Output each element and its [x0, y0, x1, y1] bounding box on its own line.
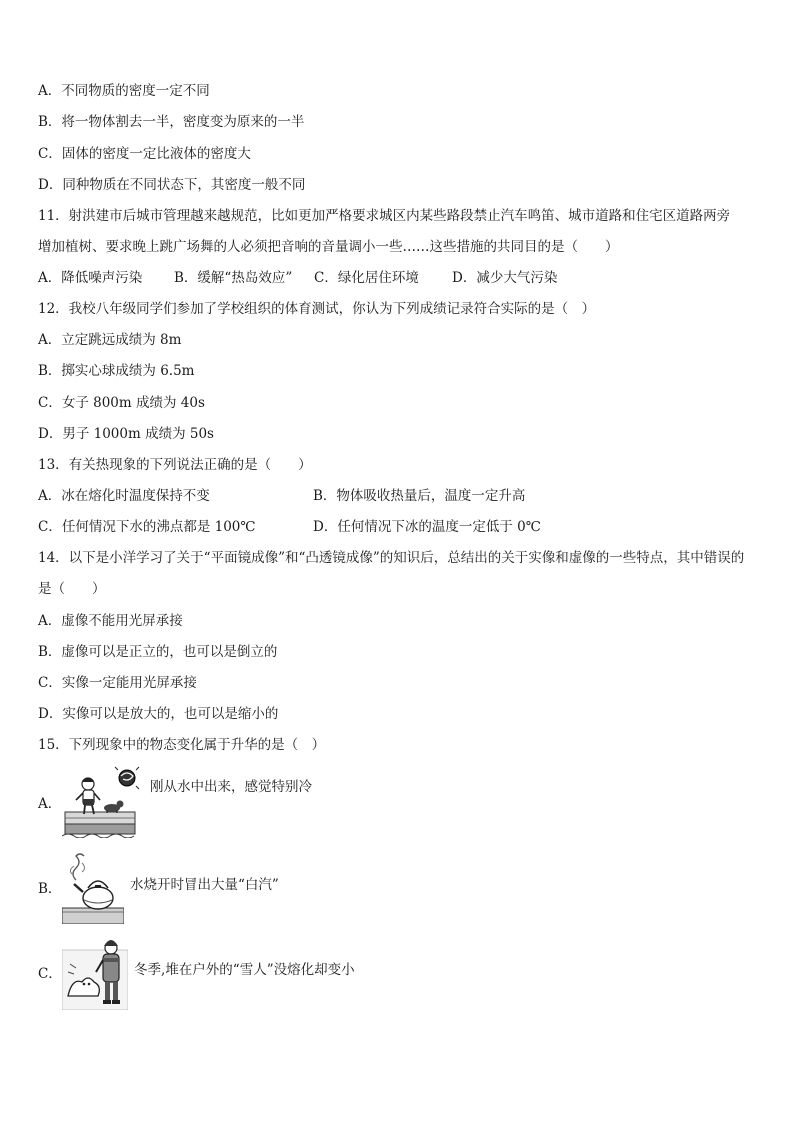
q12-stem: 12．我校八年级同学们参加了学校组织的体育测试，你认为下列成绩记录符合实际的是（ ） [38, 301, 596, 317]
q10-option-b: B．将一物体割去一半，密度变为原来的一半 [38, 114, 305, 130]
q15-option-b-caption: 水烧开时冒出大量“白汽” [130, 877, 279, 893]
q14-stem-line2: 是（ ） [38, 581, 106, 597]
swimmer-cold-icon [62, 766, 144, 838]
q14-option-b: B．虚像可以是正立的，也可以是倒立的 [38, 644, 278, 660]
q11-option-c: C．绿化居住环境 [314, 270, 419, 286]
q11-option-b: B．缓解“热岛效应” [174, 270, 293, 286]
q11-stem-line2: 增加植树、要求晚上跳广场舞的人必须把音响的音量调小一些……这些措施的共同目的是（ ） [38, 239, 619, 255]
q13-option-c: C．任何情况下水的沸点都是 100℃ [38, 519, 256, 535]
q15-option-a-letter: A． [38, 796, 62, 812]
q13-stem: 13．有关热现象的下列说法正确的是（ ） [38, 457, 312, 473]
q13-option-d: D．任何情况下冰的温度一定低于 0℃ [313, 519, 541, 535]
q12-option-c: C．女子 800m 成绩为 40s [38, 395, 205, 411]
q14-stem-line1: 14．以下是小洋学习了关于“平面镜成像”和“凸透镜成像”的知识后，总结出的关于实像和虚像的一些特点，其中错误的 [38, 550, 745, 566]
q14-option-c: C．实像一定能用光屏承接 [38, 675, 197, 691]
q15-stem: 15．下列现象中的物态变化属于升华的是（ ） [38, 737, 326, 753]
q10-option-c: C．固体的密度一定比液体的密度大 [38, 146, 251, 162]
q12-option-b: B．掷实心球成绩为 6.5m [38, 363, 195, 379]
q15-option-c-letter: C． [38, 966, 62, 982]
q14-option-d: D．实像可以是放大的，也可以是缩小的 [38, 706, 279, 722]
q15-option-c-caption: 冬季,堆在户外的“雪人”没熔化却变小 [134, 962, 355, 978]
q15-option-b [38, 850, 279, 924]
q15-option-b-letter: B． [38, 881, 62, 897]
boiling-kettle-icon [62, 850, 124, 924]
q11-option-a: A．降低噪声污染 [38, 270, 143, 286]
snowman-winter-icon [62, 934, 128, 1010]
q14-option-a: A．虚像不能用光屏承接 [38, 613, 183, 629]
q10-option-d: D．同种物质在不同状态下，其密度一般不同 [38, 177, 306, 193]
q13-option-b: B．物体吸收热量后，温度一定升高 [313, 488, 526, 504]
q15-option-a-caption: 刚从水中出来，感觉特别冷 [150, 779, 312, 795]
q11-option-d: D．减少大气污染 [452, 270, 558, 286]
q10-option-a: A．不同物质的密度一定不同 [38, 83, 210, 99]
q12-option-a: A．立定跳远成绩为 8m [38, 332, 182, 348]
q15-option-c [38, 934, 355, 1010]
q15-option-a [38, 766, 312, 838]
q12-option-d: D．男子 1000m 成绩为 50s [38, 426, 214, 442]
q13-option-a: A．冰在熔化时温度保持不变 [38, 488, 210, 504]
q11-stem-line1: 11．射洪建市后城市管理越来越规范，比如更加严格要求城区内某些路段禁止汽车鸣笛、城市道路和住宅区道路两旁 [38, 208, 731, 224]
